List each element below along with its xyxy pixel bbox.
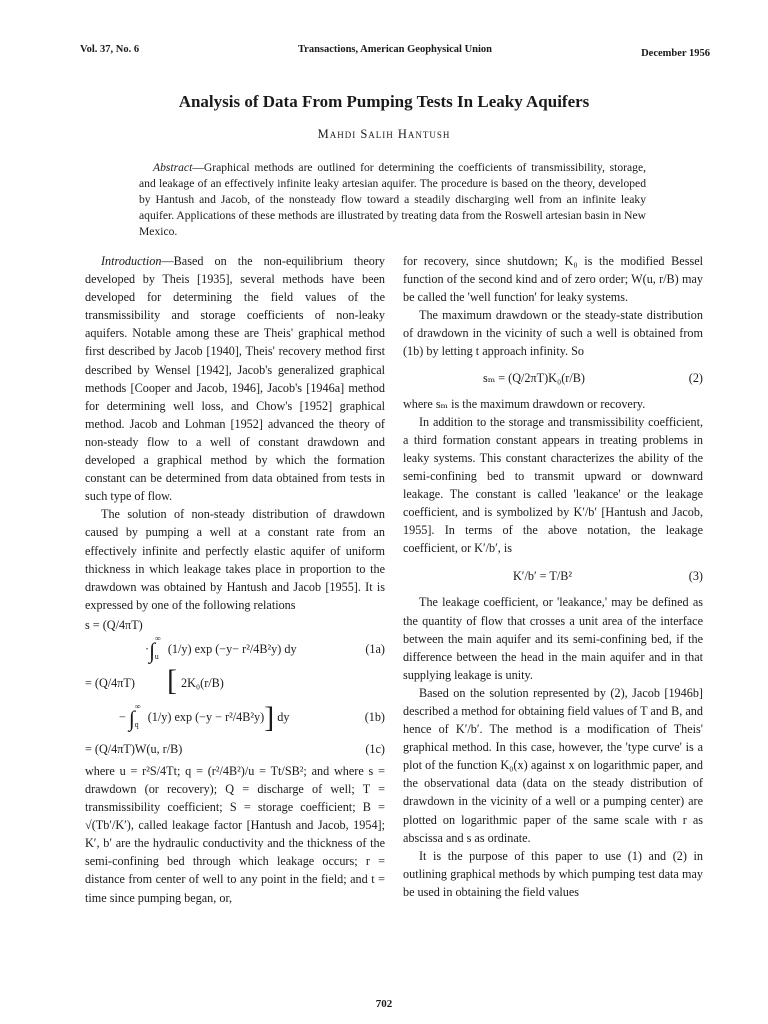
right-column xyxy=(403,252,703,901)
author-name: Mahdi Salih Hantush xyxy=(317,127,451,141)
abstract-text: —Graphical methods are outlined for determining the coefficients of transmissibility, storage, and leakage of an effectively infinite leaky artesian aquifer. The procedure is based on the theory, developed by Hantush and Jacob, of the nonsteady flow toward a steadily discharging well from an infinite leaky aquifer. Applications of these methods are illustrated by treating data from the Roswell artesian basin in New Mexico. xyxy=(139,161,646,239)
running-head xyxy=(80,42,710,58)
abstract xyxy=(139,160,646,240)
page-number: 702 xyxy=(375,998,393,1010)
right-paragraph-2: The maximum drawdown or the steady-state distribution of drawdown in the vicinity of such a well is obtained from (1b) by letting t approach infinity. So xyxy=(403,308,703,359)
left-column xyxy=(85,252,385,907)
article-title: Analysis of Data From Pumping Tests In Leaky Aquifers xyxy=(178,92,590,111)
intro-paragraph xyxy=(85,252,385,505)
journal-name: Transactions, American Geophysical Union xyxy=(297,44,493,55)
right-paragraph-7: It is the purpose of this paper to use (1) and (2) in outlining graphical methods by which pumping test data may be used in obtaining the field values xyxy=(403,848,703,899)
equation-2: sₘ = (Q/2πT)K₀(r/B) (2) xyxy=(483,370,703,385)
issue-date: December 1956 xyxy=(641,48,710,59)
definitions-paragraph: where u = r²S/4Tt; q = (r²/4B²)/u = Tt/SB²; and where s = drawdown (or recovery); Q = discharge of well; T = transmissibility coefficient; S = storage coefficient; B = √(Tb′/K′), called leakage factor [Hantush and Jacob, 1954]; K′, b′ are the hydraulic conductivity and the thickness of the semi-confining bed through which leakage occurs; r = distance from center of well to any point in the field; and t = time since pumping began, or, xyxy=(85,763,385,905)
solution-paragraph: The solution of non-steady distribution of drawdown caused by pumping a well at a constant rate from an effectively infinite and perfectly elastic aquifer of uniform thickness in which leakage takes place in proportion to the drawdown was obtained by Hantush and Jacob [1955]. It is expressed by one of the following relations xyxy=(85,507,385,612)
volume-number: Vol. 37, No. 6 xyxy=(80,44,140,55)
abstract-lead: Abstract xyxy=(153,161,193,174)
intro-lead: Introduction xyxy=(101,254,162,268)
equation-1a: $\cdot\int^\infty_u$ (1/y) exp (−y− r²/4B²y) dy (1a) xyxy=(145,633,385,663)
equation-1b: − $\int^\infty_q$ (1/y) exp (−y − r²/4B²y)] dy (1b) xyxy=(119,700,385,734)
right-paragraph-5: The leakage coefficient, or 'leakance,' may be defined as the quantity of flow that crosses a unit area of the interface between the main aquifer and its semi-confining bed, if the difference between the head in the main aquifer and in that supplying leakage is unity. xyxy=(403,595,703,682)
intro-text: —Based on the non-equilibrium theory developed by Theis [1935], several methods have been developed for determining the field values of the transmissibility and storage coefficients of non-leaky aquifers. Notable among these are Theis' graphical method first described by Jacob [1940], Theis' recovery method first described by Wensel [1942], Jacob's generalized graphical methods [Cooper and Jacob, 1946], Jacob's [1946a] method for determining well loss, and Chow's [1952] graphical method. Jacob and Lohman [1952] advanced the theory of non-steady flow to a well of constant drawdown and developed a graphical method by which the formation constant can be determined from data obtained from tests in such type of flow. xyxy=(85,254,385,504)
right-paragraph-4: In addition to the storage and transmissibility coefficient, a third formation constant appears in treating problems in leaky systems. This constant characterizes the ability of the semi-confining bed to transmit upward or downward leakage. The constant is called 'leakance' or the leakage coefficient, and is symbolized by K′/b′ [Hantush and Jacob, 1955]. In terms of the above notation, the leakage coefficient, or K′/b′, is xyxy=(403,414,703,556)
equation-1b-upper: = (Q/4πT) [ 2K₀(r/B) xyxy=(85,663,224,697)
right-paragraph-1: for recovery, since shutdown; K₀ is the modified Bessel function of the second kind and of zero order; W(u, r/B) may be called the 'well function' for leaky systems. xyxy=(403,254,703,305)
right-paragraph-3: where sₘ is the maximum drawdown or recovery. xyxy=(403,396,646,411)
equation-1c: = (Q/4πT)W(u, r/B) (1c) xyxy=(85,741,385,756)
right-paragraph-6: Based on the solution represented by (2), Jacob [1946b] described a method for obtaining field values of T and B, and hence of K′/b′. The method is a modification of Theis' graphical method. In this case, however, the 'type curve' is a plot of the function K₀(x) against x on logarithmic paper, and the observational data (data on the steady distribution of drawdown in the vicinity of a well or a pumping center) are plotted on logarithmic paper of the same scale with r as abscissa and s as ordinate. xyxy=(403,685,703,845)
equation-3: K′/b′ = T/B² (3) xyxy=(513,569,703,584)
equation-1a-lhs: s = (Q/4πT) xyxy=(85,617,143,632)
